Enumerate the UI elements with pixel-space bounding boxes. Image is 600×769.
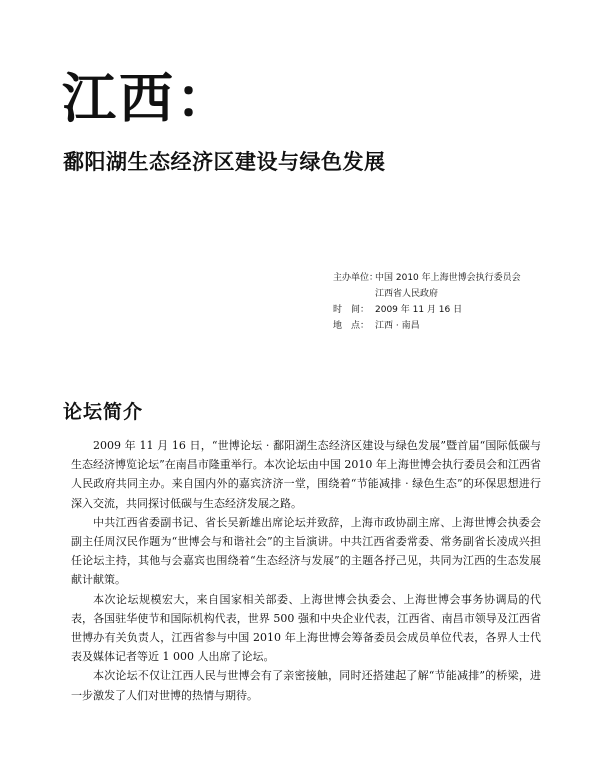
organizer-value-2: 江西省人民政府 <box>375 289 439 299</box>
time-label: 时 间： <box>333 305 370 315</box>
paragraph-3: 本次论坛规模宏大，来自国家相关部委、上海世博会执委会、上海世博会事务协调局的代表，各国驻华使节和国际机构代表，世界 500 强和中央企业代表，江西省、南昌市领导及江西省世博办有关负责人，江西省参与中国 2010 年上海世博会筹备委员会成员单位代表，各界人士代表及媒体记者等近 1 000 人出席了论坛。 <box>71 592 541 664</box>
place-row <box>333 318 521 334</box>
paragraph-4: 本次论坛不仅让江西人民与世博会有了亲密接触，同时还搭建起了解“节能减排”的桥梁，进一步激发了人们对世博的热情与期待。 <box>71 669 541 702</box>
page-subtitle: 鄱阳湖生态经济区建设与绿色发展 <box>63 150 386 174</box>
place-value: 江西 · 南昌 <box>375 321 420 331</box>
section-heading: 论坛简介 <box>63 401 144 423</box>
paragraph-1: 2009 年 11 月 16 日，“世博论坛 · 鄱阳湖生态经济区建设与绿色发展”暨首届“国际低碳与生态经济博览论坛”在南昌市隆重举行。本次论坛由中国 2010 年上海世博会执行委员会和江西省人民政府共同主办。来自国内外的嘉宾济济一堂，围绕着“节能减排 · 绿色生态”的环保思想进行深入交流，共同探讨低碳与生态经济发展之路。 <box>71 439 541 510</box>
time-row <box>333 302 521 318</box>
organizer-value: 中国 2010 年上海世博会执行委员会 <box>375 273 521 283</box>
organizer-row-2 <box>333 286 521 302</box>
event-info <box>333 270 521 334</box>
organizer-label: 主办单位： <box>333 273 379 283</box>
organizer-row <box>333 270 521 286</box>
article-body <box>71 436 541 705</box>
time-value: 2009 年 11 月 16 日 <box>375 305 463 315</box>
paragraph-2: 中共江西省委副书记、省长吴新雄出席论坛并致辞，上海市政协副主席、上海世博会执委会副主任周汉民作题为“世博会与和谐社会”的主旨演讲。中共江西省委常委、常务副省长凌成兴担任论坛主持，其他与会嘉宾也围绕着“生态经济与发展”的主题各抒己见，共同为江西的生态发展献计献策。 <box>71 515 541 587</box>
page-title: 江西： <box>62 67 233 130</box>
place-label: 地 点： <box>333 321 370 331</box>
